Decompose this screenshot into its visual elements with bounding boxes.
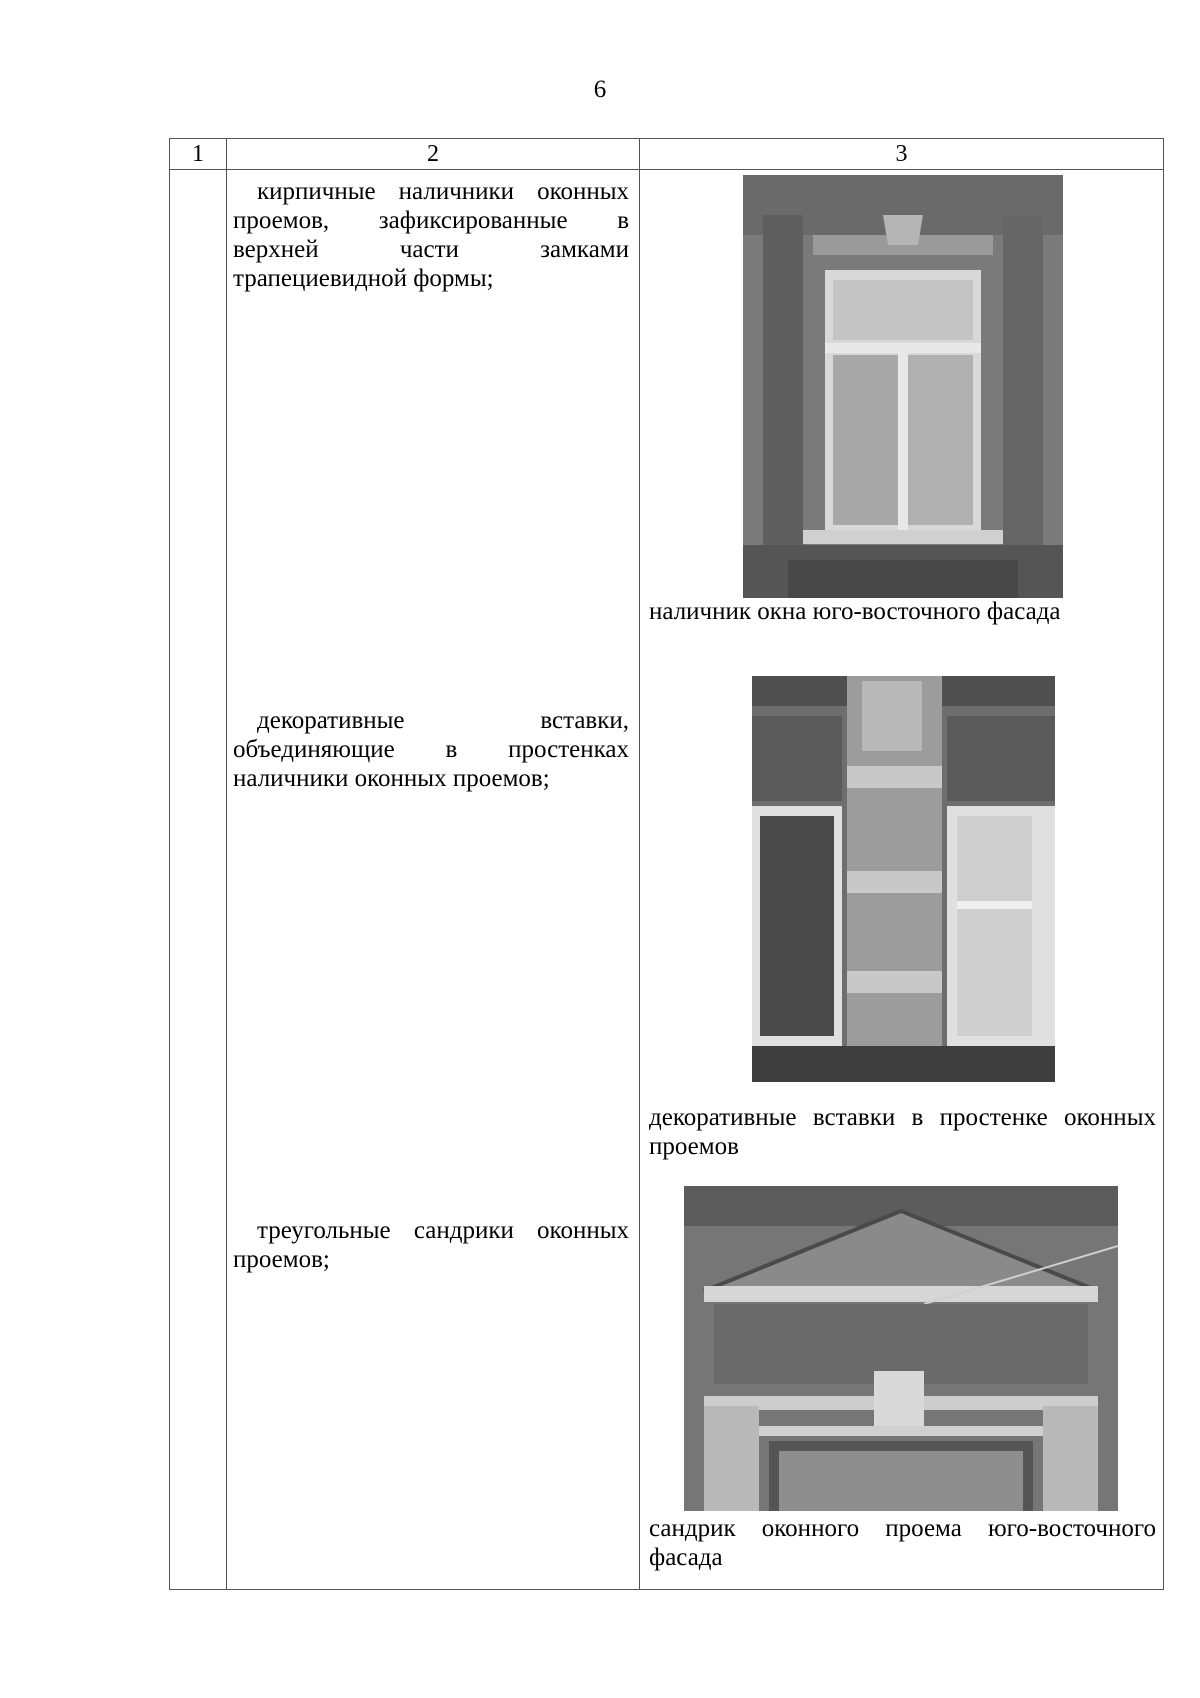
elements-table — [169, 138, 1164, 1590]
header-divider — [170, 169, 1163, 170]
photo-caption: наличник окна юго-восточного фасада — [649, 598, 1061, 625]
page-number: 6 — [593, 76, 607, 103]
photo-caption: декоративные вставки в простенке оконных проемов — [649, 1104, 1156, 1160]
column-divider — [226, 139, 227, 1589]
column-header-1: 1 — [192, 141, 204, 167]
window-casing-photo — [743, 175, 1063, 598]
element-description: декоративные вставки, объединяющие в простенках наличники оконных проемов; — [233, 707, 629, 792]
column-header-2: 2 — [427, 141, 439, 167]
element-description: треугольные сандрики оконных проемов; — [233, 1217, 629, 1273]
photo-caption: сандрик оконного проема юго-восточного фасада — [649, 1515, 1156, 1571]
element-description: кирпичные наличники оконных проемов, зафиксированные в верхней части замками трапециевидной формы; — [233, 178, 629, 292]
triangular-pediment-photo — [684, 1186, 1118, 1511]
decorative-inserts-photo — [752, 676, 1055, 1082]
column-divider — [639, 139, 640, 1589]
column-header-3: 3 — [895, 141, 908, 167]
